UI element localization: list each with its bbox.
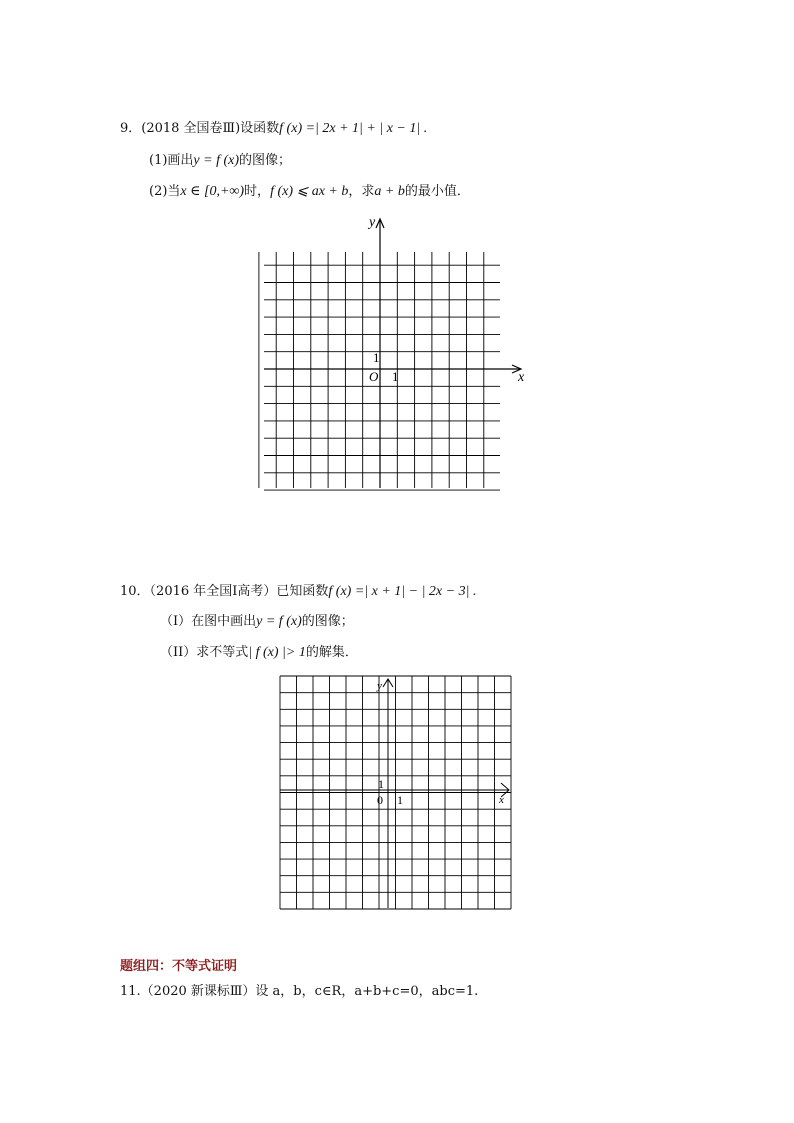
problem10-part2 bbox=[160, 645, 358, 661]
problem9-part2-text1: 时， bbox=[244, 184, 271, 199]
problem10-y-unit-label: 1 bbox=[378, 777, 384, 791]
problem10-x-unit-label: 1 bbox=[397, 793, 403, 807]
problem9-x-unit-label: 1 bbox=[392, 369, 399, 384]
section4-heading: 题组四：不等式证明 bbox=[120, 959, 238, 974]
problem11-stem: 11.（2020 新课标Ⅲ）设 a，b，c∈R，a+b+c=0，abc=1. bbox=[120, 984, 479, 999]
problem9-part1-formula: y = f (x) bbox=[193, 153, 240, 168]
problem9-graph bbox=[258, 212, 530, 494]
problem10-origin-label: 0 bbox=[377, 793, 383, 807]
problem9-part1-label: (1)画出 bbox=[149, 153, 194, 168]
problem10-part2-inequality: | f (x) |> 1 bbox=[248, 645, 306, 660]
problem9-y-unit-label: 1 bbox=[373, 350, 380, 365]
problem10-part2-label: （II）求不等式 bbox=[160, 645, 249, 660]
problem9-y-label: y bbox=[369, 215, 376, 230]
problem10-part1-formula: y = f (x) bbox=[256, 614, 302, 629]
problem9-stem bbox=[120, 121, 427, 137]
problem10-grid bbox=[280, 676, 511, 909]
problem9-part1-suffix: 的图像； bbox=[239, 153, 292, 168]
problem9-x-label: x bbox=[518, 370, 525, 385]
problem9-part2-domain: x ∈ [0,+∞) bbox=[180, 184, 245, 199]
problem9-function: f (x) =| 2x + 1| + | x − 1| . bbox=[279, 121, 428, 136]
problem10-part1-label: （I）在图中画出 bbox=[160, 614, 257, 629]
problem10-function: f (x) =| x + 1| − | 2x − 3| . bbox=[328, 584, 477, 599]
problem10-part1-suffix: 的图像； bbox=[301, 614, 354, 629]
problem9-part2-suffix: 的最小值． bbox=[404, 184, 470, 199]
problem10-part1 bbox=[160, 614, 354, 630]
problem10-source: 10．（2016 年全国Ⅰ高考）已知函数 bbox=[120, 584, 329, 599]
problem10-part2-suffix: 的解集． bbox=[305, 645, 358, 660]
problem10-graph bbox=[277, 673, 515, 913]
problem9-origin-label: O bbox=[369, 369, 379, 384]
problem9-part1 bbox=[149, 153, 291, 169]
problem10-stem bbox=[120, 584, 476, 600]
problem9-part2-text2: ，求 bbox=[348, 184, 375, 199]
problem9-part2 bbox=[149, 184, 470, 200]
problem9-part2-inequality: f (x) ⩽ ax + b bbox=[270, 184, 349, 199]
problem9-part2-label: (2)当 bbox=[149, 184, 181, 199]
problem9-part2-sum: a + b bbox=[374, 184, 405, 199]
problem9-source: 9．(2018 全国卷Ⅲ)设函数 bbox=[120, 121, 280, 136]
problem10-y-label: y bbox=[377, 680, 382, 692]
problem10-x-label: x bbox=[499, 794, 504, 806]
